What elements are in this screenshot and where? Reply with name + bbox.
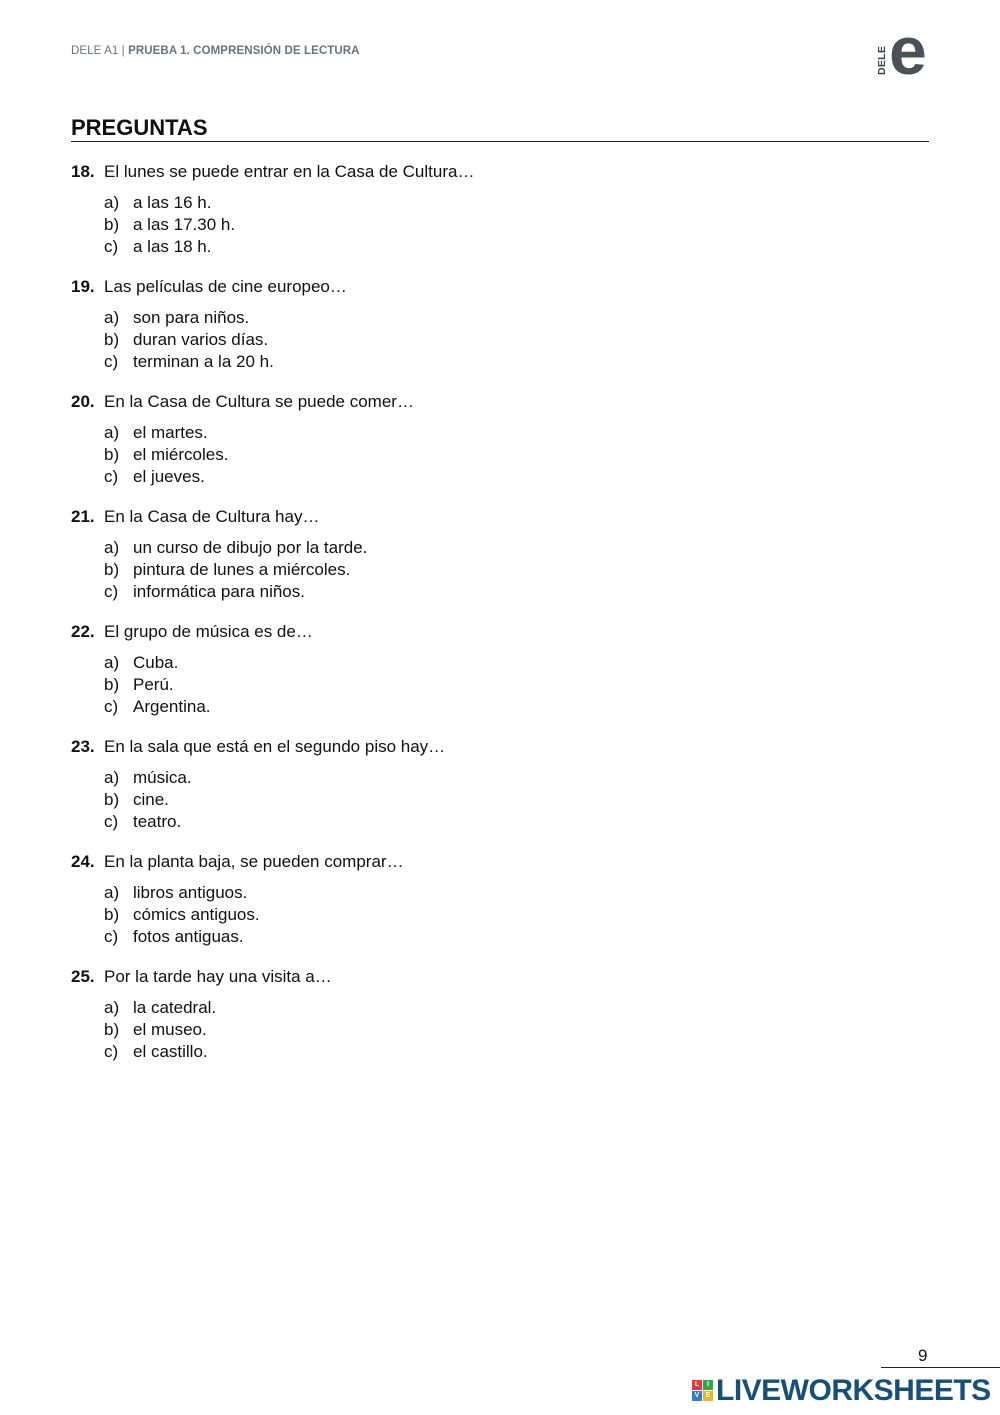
option-letter: a) bbox=[104, 883, 120, 902]
option-text: el miércoles. bbox=[133, 445, 229, 464]
question-text: En la Casa de Cultura se puede comer… bbox=[104, 392, 414, 411]
section-title: PREGUNTAS bbox=[71, 115, 208, 140]
question-text: Las películas de cine europeo… bbox=[104, 277, 347, 296]
question-number: 21. bbox=[71, 507, 95, 526]
option-letter: b) bbox=[104, 445, 120, 464]
dele-logo-side-text: DELE bbox=[876, 45, 888, 75]
question-line bbox=[71, 965, 911, 989]
question-item bbox=[71, 620, 911, 718]
question-item bbox=[71, 275, 911, 373]
option-letter: c) bbox=[104, 237, 119, 256]
question-text: Por la tarde hay una visita a… bbox=[104, 967, 332, 986]
question-list bbox=[71, 160, 911, 1080]
question-text: En la sala que está en el segundo piso hay… bbox=[104, 737, 446, 756]
option-letter: a) bbox=[104, 308, 120, 327]
question-line bbox=[71, 735, 911, 759]
answer-option[interactable] bbox=[104, 581, 911, 603]
option-list bbox=[71, 537, 911, 603]
answer-option[interactable] bbox=[104, 997, 911, 1019]
option-list bbox=[71, 307, 911, 373]
option-text: cómics antiguos. bbox=[133, 905, 260, 924]
answer-option[interactable] bbox=[104, 1041, 911, 1063]
answer-option[interactable] bbox=[104, 882, 911, 904]
question-item bbox=[71, 390, 911, 488]
question-line bbox=[71, 850, 911, 874]
option-letter: c) bbox=[104, 582, 119, 601]
question-item bbox=[71, 850, 911, 948]
question-line bbox=[71, 275, 911, 299]
option-text: a las 18 h. bbox=[133, 237, 212, 256]
option-letter: a) bbox=[104, 768, 120, 787]
question-number: 24. bbox=[71, 852, 95, 871]
option-text: teatro. bbox=[133, 812, 182, 831]
question-number: 20. bbox=[71, 392, 95, 411]
question-line bbox=[71, 505, 911, 529]
answer-option[interactable] bbox=[104, 537, 911, 559]
question-item bbox=[71, 965, 911, 1063]
option-letter: c) bbox=[104, 467, 119, 486]
answer-option[interactable] bbox=[104, 1019, 911, 1041]
answer-option[interactable] bbox=[104, 329, 911, 351]
option-text: pintura de lunes a miércoles. bbox=[133, 560, 351, 579]
question-item bbox=[71, 735, 911, 833]
option-text: el martes. bbox=[133, 423, 208, 442]
option-letter: b) bbox=[104, 330, 120, 349]
question-item bbox=[71, 505, 911, 603]
option-text: terminan a la 20 h. bbox=[133, 352, 274, 371]
option-letter: b) bbox=[104, 1020, 120, 1039]
option-text: a las 16 h. bbox=[133, 193, 212, 212]
question-line bbox=[71, 160, 911, 184]
option-text: Perú. bbox=[133, 675, 174, 694]
option-text: fotos antiguas. bbox=[133, 927, 244, 946]
option-letter: b) bbox=[104, 905, 120, 924]
answer-option[interactable] bbox=[104, 214, 911, 236]
option-list bbox=[71, 767, 911, 833]
option-letter: c) bbox=[104, 812, 119, 831]
page-number: 9 bbox=[918, 1346, 928, 1365]
question-text: En la Casa de Cultura hay… bbox=[104, 507, 320, 526]
option-letter: c) bbox=[104, 927, 119, 946]
option-text: Argentina. bbox=[133, 697, 211, 716]
option-letter: a) bbox=[104, 538, 120, 557]
option-letter: b) bbox=[104, 675, 120, 694]
option-text: el jueves. bbox=[133, 467, 205, 486]
answer-option[interactable] bbox=[104, 236, 911, 258]
option-text: el museo. bbox=[133, 1020, 207, 1039]
option-list bbox=[71, 422, 911, 488]
question-item bbox=[71, 160, 911, 258]
liveworksheets-wordmark: LIVEWORKSHEETS bbox=[716, 1374, 991, 1407]
liveworksheets-logo-icon bbox=[692, 1380, 714, 1402]
option-letter: c) bbox=[104, 1042, 119, 1061]
answer-option[interactable] bbox=[104, 351, 911, 373]
option-letter: b) bbox=[104, 790, 120, 809]
question-line bbox=[71, 620, 911, 644]
logo-block: I bbox=[703, 1380, 713, 1390]
page-number-divider bbox=[881, 1367, 1000, 1368]
answer-option[interactable] bbox=[104, 444, 911, 466]
option-letter: a) bbox=[104, 653, 120, 672]
option-list bbox=[71, 192, 911, 258]
liveworksheets-watermark bbox=[692, 1374, 992, 1408]
option-letter: a) bbox=[104, 998, 120, 1017]
option-text: un curso de dibujo por la tarde. bbox=[133, 538, 368, 557]
answer-option[interactable] bbox=[104, 696, 911, 718]
option-text: cine. bbox=[133, 790, 169, 809]
dele-logo-letter: e bbox=[889, 13, 927, 89]
title-divider bbox=[71, 141, 929, 142]
question-line bbox=[71, 390, 911, 414]
answer-option[interactable] bbox=[104, 904, 911, 926]
logo-block: L bbox=[692, 1380, 702, 1390]
option-text: libros antiguos. bbox=[133, 883, 248, 902]
option-letter: c) bbox=[104, 697, 119, 716]
option-text: la catedral. bbox=[133, 998, 217, 1017]
option-text: música. bbox=[133, 768, 192, 787]
option-list bbox=[71, 652, 911, 718]
question-text: El grupo de música es de… bbox=[104, 622, 313, 641]
answer-option[interactable] bbox=[104, 559, 911, 581]
option-text: informática para niños. bbox=[133, 582, 305, 601]
option-letter: b) bbox=[104, 215, 120, 234]
logo-block: E bbox=[703, 1391, 713, 1401]
header-exam-name: DELE A1 bbox=[71, 45, 119, 57]
answer-option[interactable] bbox=[104, 811, 911, 833]
question-number: 25. bbox=[71, 967, 95, 986]
option-letter: b) bbox=[104, 560, 120, 579]
question-number: 22. bbox=[71, 622, 95, 641]
answer-option[interactable] bbox=[104, 307, 911, 329]
question-text: El lunes se puede entrar en la Casa de Cultura… bbox=[104, 162, 475, 181]
option-text: el castillo. bbox=[133, 1042, 208, 1061]
answer-option[interactable] bbox=[104, 652, 911, 674]
option-letter: a) bbox=[104, 423, 120, 442]
option-text: Cuba. bbox=[133, 653, 179, 672]
question-number: 18. bbox=[71, 162, 95, 181]
running-header bbox=[71, 45, 360, 57]
answer-option[interactable] bbox=[104, 422, 911, 444]
answer-option[interactable] bbox=[104, 767, 911, 789]
option-text: duran varios días. bbox=[133, 330, 269, 349]
logo-block: V bbox=[692, 1391, 702, 1401]
header-separator: | bbox=[121, 45, 125, 57]
question-text: En la planta baja, se pueden comprar… bbox=[104, 852, 404, 871]
answer-option[interactable] bbox=[104, 674, 911, 696]
option-list bbox=[71, 882, 911, 948]
answer-option[interactable] bbox=[104, 466, 911, 488]
header-section-name: PRUEBA 1. COMPRENSIÓN DE LECTURA bbox=[128, 45, 360, 57]
answer-option[interactable] bbox=[104, 789, 911, 811]
option-text: a las 17.30 h. bbox=[133, 215, 236, 234]
option-text: son para niños. bbox=[133, 308, 250, 327]
dele-logo bbox=[876, 13, 932, 89]
question-number: 19. bbox=[71, 277, 95, 296]
question-number: 23. bbox=[71, 737, 95, 756]
option-letter: a) bbox=[104, 193, 120, 212]
option-letter: c) bbox=[104, 352, 119, 371]
answer-option[interactable] bbox=[104, 192, 911, 214]
answer-option[interactable] bbox=[104, 926, 911, 948]
option-list bbox=[71, 997, 911, 1063]
